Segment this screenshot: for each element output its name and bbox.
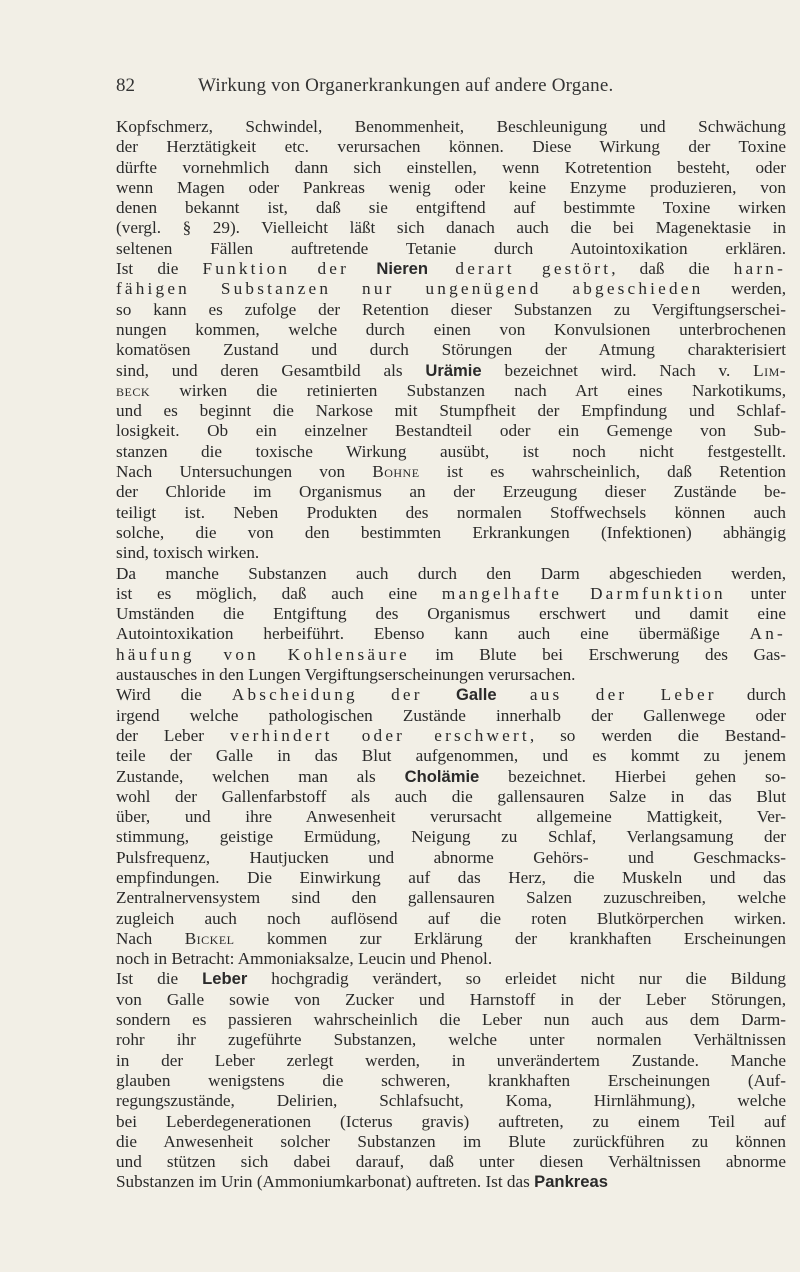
text-line bbox=[116, 929, 786, 949]
text-line bbox=[116, 584, 786, 604]
text-line bbox=[116, 259, 786, 279]
text-run: Ist die bbox=[116, 969, 203, 989]
text-line bbox=[116, 117, 786, 137]
text-line bbox=[116, 1010, 786, 1030]
author-name: Bohne bbox=[372, 462, 420, 482]
text-line bbox=[116, 767, 786, 787]
text-run: bei Leberdegenerationen (Icterus gravis) auftreten, zu einem Teil auf bbox=[116, 1111, 786, 1131]
text-line bbox=[116, 1132, 786, 1152]
text-line bbox=[116, 218, 786, 238]
author-name: Lim- bbox=[753, 360, 786, 380]
text-line bbox=[116, 198, 786, 218]
text-line bbox=[116, 158, 786, 178]
spaced-emphasis: fähigen Substanzen nur ungenügend abgeschieden bbox=[116, 279, 704, 299]
text-line bbox=[116, 685, 786, 705]
bold-term: Galle bbox=[456, 685, 497, 705]
text-line bbox=[116, 340, 786, 360]
text-run: zugleich auch noch auflösend auf die roten Blutkörperchen wirken. bbox=[116, 908, 786, 928]
text-run: denen bekannt ist, daß sie entgiftend auf bestimmte Toxine wirken bbox=[116, 198, 786, 218]
page-number: 82 bbox=[116, 75, 135, 96]
text-line bbox=[116, 381, 786, 401]
text-run: rohr ihr zugeführte Substanzen, welche unter normalen Verhältnissen bbox=[116, 1030, 786, 1050]
text-line bbox=[116, 665, 786, 685]
text-line bbox=[116, 137, 786, 157]
text-run: (vergl. § 29). Vielleicht läßt sich danach auch die bei Magenektasie in bbox=[116, 218, 786, 238]
text-line bbox=[116, 503, 786, 523]
text-run: dürfte vornehmlich dann sich einstellen, wenn Kotretention besteht, oder bbox=[116, 157, 786, 177]
text-line bbox=[116, 239, 786, 259]
text-line bbox=[116, 361, 786, 381]
text-line bbox=[116, 279, 786, 299]
spaced-emphasis: häufung von Kohlensäure bbox=[116, 644, 410, 664]
text-line bbox=[116, 888, 786, 908]
text-run: wenn Magen oder Pankreas wenig oder keine Enzyme produzieren, von bbox=[116, 177, 786, 197]
text-line bbox=[116, 604, 786, 624]
text-run: Zentralnervensystem sind den gallensauren Salzen zuzuschreiben, welche bbox=[116, 888, 786, 908]
text-line bbox=[116, 1172, 786, 1192]
text-run: sondern es passieren wahrscheinlich die Leber nun auch aus dem Darm- bbox=[116, 1010, 786, 1030]
text-run: Autointoxikation herbeiführt. Ebenso kann auch eine übermäßige bbox=[116, 624, 750, 644]
text-line bbox=[116, 401, 786, 421]
text-line bbox=[116, 868, 786, 888]
text-run: sind, und deren Gesamtbild als bbox=[116, 360, 426, 380]
text-line bbox=[116, 564, 786, 584]
page-header bbox=[116, 74, 676, 98]
text-run: regungszustände, Delirien, Schlafsucht, Koma, Hirnlähmung), welche bbox=[116, 1091, 786, 1111]
text-line bbox=[116, 1071, 786, 1091]
text-line bbox=[116, 848, 786, 868]
text-run: so kann es zufolge der Retention dieser Substanzen zu Vergiftungserschei- bbox=[116, 299, 786, 319]
text-run: stimmung, geistige Ermüdung, Neigung zu Schlaf, Verlangsamung der bbox=[116, 827, 786, 847]
text-run: sind, toxisch wirken. bbox=[116, 543, 260, 563]
text-line bbox=[116, 909, 786, 929]
text-run: in der Leber zerlegt werden, in unverändertem Zustande. Manche bbox=[116, 1050, 786, 1070]
text-run: im Blute bei Erschwerung des Gas- bbox=[409, 644, 786, 664]
text-run: Ist die bbox=[116, 259, 203, 279]
text-line bbox=[116, 969, 786, 989]
text-run: und es beginnt die Narkose mit Stumpfheit der Empfindung und Schlaf- bbox=[116, 401, 786, 421]
running-title: Wirkung von Organerkrankungen auf andere Organe. bbox=[198, 75, 614, 96]
text-run: Zustande, welchen man als bbox=[116, 766, 405, 786]
text-run: Substanzen im Urin (Ammoniumkarbonat) auftreten. Ist das bbox=[116, 1172, 535, 1192]
text-line bbox=[116, 421, 786, 441]
text-line bbox=[116, 482, 786, 502]
text-run: empfindungen. Die Einwirkung auf das Herz, die Muskeln und das bbox=[116, 867, 786, 887]
text-run: seltenen Fällen auftretende Tetanie durch Autointoxikation erklären. bbox=[116, 238, 786, 258]
body-text bbox=[116, 117, 786, 1193]
spaced-emphasis: aus der Leber bbox=[496, 685, 717, 705]
bold-term: Pankreas bbox=[534, 1172, 608, 1192]
text-line bbox=[116, 949, 786, 969]
text-line bbox=[116, 523, 786, 543]
text-run: der Herztätigkeit etc. verursachen können. Diese Wirkung der Toxine bbox=[116, 137, 786, 157]
text-run: Kopfschmerz, Schwindel, Benommenheit, Beschleunigung und Schwächung bbox=[116, 117, 786, 136]
text-line bbox=[116, 442, 786, 462]
spaced-emphasis: derart gestört bbox=[428, 259, 612, 279]
author-name: beck bbox=[116, 380, 151, 400]
text-run: der Chloride im Organismus an der Erzeugung dieser Zustände be- bbox=[116, 482, 786, 502]
text-line bbox=[116, 1051, 786, 1071]
text-line bbox=[116, 543, 786, 563]
text-line bbox=[116, 1030, 786, 1050]
text-run: , daß die bbox=[611, 259, 734, 279]
text-run: und stützen sich dabei darauf, daß unter diesen Verhältnissen abnorme bbox=[116, 1152, 786, 1172]
text-line bbox=[116, 645, 786, 665]
text-run: durch bbox=[716, 685, 787, 705]
text-line bbox=[116, 787, 786, 807]
bold-term: Urämie bbox=[425, 360, 482, 380]
text-line bbox=[116, 706, 786, 726]
text-line bbox=[116, 827, 786, 847]
text-run: Da manche Substanzen auch durch den Darm abgeschieden werden, bbox=[116, 563, 786, 583]
text-run: hochgradig verändert, so erleidet nicht nur die Bildung bbox=[247, 969, 787, 989]
text-run: Pulsfrequenz, Hautjucken und abnorme Gehörs- und Geschmacks- bbox=[116, 847, 786, 867]
spaced-emphasis: Abscheidung der bbox=[231, 685, 456, 705]
text-run: solche, die von den bestimmten Erkrankungen (Infektionen) abhängig bbox=[116, 522, 786, 542]
text-line bbox=[116, 178, 786, 198]
text-run: ist es wahrscheinlich, daß Retention bbox=[419, 462, 787, 482]
text-run: nungen kommen, welche durch einen von Konvulsionen unterbrochenen bbox=[116, 319, 786, 339]
text-line bbox=[116, 990, 786, 1010]
spaced-emphasis: Funktion der bbox=[202, 259, 377, 279]
bold-term: Leber bbox=[202, 969, 248, 989]
spaced-emphasis: verhindert oder erschwert bbox=[229, 725, 530, 745]
spaced-emphasis: mangelhafte Darmfunktion bbox=[441, 583, 726, 603]
text-run: ist es möglich, daß auch eine bbox=[116, 583, 442, 603]
text-run: losigkeit. Ob ein einzelner Bestandteil oder ein Gemenge von Sub- bbox=[116, 421, 786, 441]
text-run: wirken die retinierten Substanzen nach Art eines Narkotikums, bbox=[150, 380, 786, 400]
text-run: über, und ihre Anwesenheit verursacht allgemeine Mattigkeit, Ver- bbox=[116, 807, 786, 827]
text-run: werden, bbox=[703, 279, 786, 299]
text-run: irgend welche pathologischen Zustände innerhalb der Gallenwege oder bbox=[116, 705, 786, 725]
text-line bbox=[116, 624, 786, 644]
bold-term: Cholämie bbox=[404, 766, 480, 786]
text-run: kommen zur Erklärung der krankhaften Erscheinungen bbox=[234, 928, 786, 948]
text-run: Nach bbox=[116, 928, 185, 948]
text-run: die Anwesenheit solcher Substanzen im Blute zurückführen zu können bbox=[116, 1131, 786, 1151]
text-line bbox=[116, 1112, 786, 1132]
text-run: wohl der Gallenfarbstoff als auch die gallensauren Salze in das Blut bbox=[116, 786, 786, 806]
spaced-emphasis: An- bbox=[749, 624, 786, 644]
text-run: , so werden die Bestand- bbox=[529, 725, 786, 745]
text-run: Umständen die Entgiftung des Organismus erschwert und damit eine bbox=[116, 604, 786, 624]
text-line bbox=[116, 1091, 786, 1111]
text-run: teiligt ist. Neben Produkten des normalen Stoffwechsels können auch bbox=[116, 502, 786, 522]
text-line bbox=[116, 462, 786, 482]
text-run: bezeichnet. Hierbei gehen so- bbox=[479, 766, 786, 786]
text-run: bezeichnet wird. Nach v. bbox=[481, 360, 754, 380]
text-run: noch in Betracht: Ammoniaksalze, Leucin und Phenol. bbox=[116, 949, 493, 969]
spaced-emphasis: harn- bbox=[733, 259, 787, 279]
text-line bbox=[116, 726, 786, 746]
text-run: unter bbox=[725, 583, 786, 603]
text-run: stanzen die toxische Wirkung ausübt, ist noch nicht festgestellt. bbox=[116, 441, 786, 461]
text-run: der Leber bbox=[116, 725, 230, 745]
bold-term: Nieren bbox=[376, 259, 429, 279]
author-name: Bickel bbox=[184, 928, 235, 948]
text-line bbox=[116, 320, 786, 340]
text-line bbox=[116, 746, 786, 766]
text-line bbox=[116, 807, 786, 827]
text-run: Nach Untersuchungen von bbox=[116, 462, 373, 482]
text-run: glauben wenigstens die schweren, krankhaften Erscheinungen (Auf- bbox=[116, 1070, 786, 1090]
text-run: austausches in den Lungen Vergiftungserscheinungen verursachen. bbox=[116, 665, 576, 685]
text-line bbox=[116, 300, 786, 320]
text-run: von Galle sowie von Zucker und Harnstoff in der Leber Störungen, bbox=[116, 989, 786, 1009]
text-run: teile der Galle in das Blut aufgenommen, und es kommt zu jenem bbox=[116, 746, 786, 766]
text-run: komatösen Zustand und durch Störungen der Atmung charakterisiert bbox=[116, 340, 786, 360]
text-run: Wird die bbox=[116, 685, 232, 705]
text-line bbox=[116, 1152, 786, 1172]
